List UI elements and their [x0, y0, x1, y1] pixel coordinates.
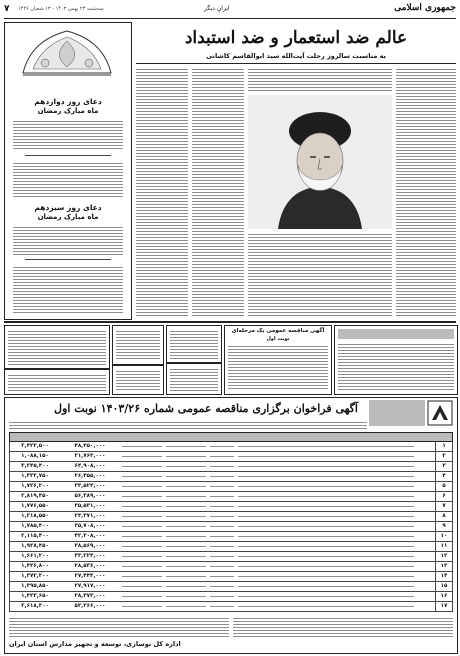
- article-column: [136, 67, 188, 318]
- table-cell: [122, 584, 162, 589]
- table-row: [9, 462, 453, 472]
- table-cell: [210, 564, 234, 569]
- classified-ad: [4, 325, 110, 369]
- table-cell: [122, 544, 162, 549]
- table-cell: [122, 474, 162, 479]
- column-divider: [435, 482, 436, 491]
- row-number: ۱۵: [440, 583, 448, 589]
- table-cell: [166, 454, 206, 459]
- date-line: سه‌شنبه ۲۳ بهمن ۱۴۰۳ - ۱۳ شعبان ۱۴۴۶: [18, 6, 104, 12]
- table-cell: [238, 554, 414, 559]
- table-cell: [122, 604, 162, 609]
- table-row: [9, 482, 453, 492]
- table-cell: [122, 534, 162, 539]
- table-cell: [122, 564, 162, 569]
- row-number: ۳: [442, 463, 446, 469]
- table-cell: [122, 464, 162, 469]
- prayer-day12-subtitle: ماه مبارک رمضان: [37, 107, 99, 115]
- amount-cell: ۳۴,۵۲۴,۰۰۰: [74, 483, 106, 489]
- table-cell: [210, 524, 234, 529]
- amount-cell: ۶۴,۹۰۸,۰۰۰: [74, 463, 106, 469]
- table-cell: [210, 474, 234, 479]
- table-row: [9, 542, 453, 552]
- table-cell: [166, 544, 206, 549]
- amount-cell: ۳۵,۷۰۸,۰۰۰: [74, 523, 106, 529]
- amount-cell: ۳۸,۵۶۹,۰۰۰: [74, 543, 106, 549]
- page-header: [4, 2, 456, 19]
- table-cell: [238, 484, 414, 489]
- section-label: ایرانِ دیگر: [204, 5, 230, 12]
- table-cell: [166, 554, 206, 559]
- table-row: [9, 502, 453, 512]
- table-row: [9, 572, 453, 582]
- deposit-cell: ۱,۹۲۸,۴۵۰: [21, 543, 49, 549]
- table-cell: [238, 564, 414, 569]
- column-divider: [435, 572, 436, 581]
- table-row: [9, 582, 453, 592]
- amount-cell: ۲۷,۴۴۴,۰۰۰: [74, 573, 106, 579]
- table-cell: [210, 574, 234, 579]
- table-row: [9, 472, 453, 482]
- amount-cell: ۲۸,۴۷۳,۰۰۰: [74, 593, 106, 599]
- amount-cell: ۲۱,۷۶۳,۰۰۰: [74, 453, 106, 459]
- row-number: ۱۳: [440, 563, 448, 569]
- table-cell: [238, 514, 414, 519]
- table-cell: [122, 494, 162, 499]
- amount-cell: ۳۳,۲۲۴,۰۰۰: [74, 553, 106, 559]
- prayer-day13-translation: [13, 265, 123, 313]
- deposit-cell: ۱,۳۲۲,۷۵۰: [21, 473, 49, 479]
- table-cell: [166, 564, 206, 569]
- amount-cell: ۲۸,۵۳۶,۰۰۰: [74, 563, 106, 569]
- table-cell: [166, 514, 206, 519]
- classified-ad: [4, 369, 110, 395]
- row-number: ۱۰: [440, 533, 448, 539]
- table-cell: [238, 534, 414, 539]
- table-row: [9, 452, 453, 462]
- amount-cell: ۲۴,۳۷۱,۰۰۰: [74, 513, 106, 519]
- table-cell: [238, 574, 414, 579]
- column-divider: [435, 502, 436, 511]
- table-row: [9, 552, 453, 562]
- prayer-column: [4, 22, 132, 320]
- table-cell: [210, 594, 234, 599]
- table-cell: [210, 454, 234, 459]
- org-name-box: [369, 400, 425, 426]
- table-cell: [238, 464, 414, 469]
- table-cell: [210, 484, 234, 489]
- column-divider: [435, 452, 436, 461]
- tender-intro: [9, 420, 367, 430]
- table-cell: [166, 524, 206, 529]
- amount-cell: ۴۲,۳۰۸,۰۰۰: [74, 533, 106, 539]
- tender-notice-ad: [224, 325, 332, 395]
- table-row: [9, 602, 453, 612]
- column-divider: [435, 492, 436, 501]
- table-cell: [166, 594, 206, 599]
- table-cell: [166, 604, 206, 609]
- column-divider: [435, 592, 436, 601]
- column-divider: [435, 472, 436, 481]
- tender-footer-org: اداره کل نوسازی، توسعه و تجهیز مدارس استان ایران: [9, 640, 181, 648]
- amount-cell: ۵۲,۳۶۶,۰۰۰: [74, 603, 106, 609]
- table-cell: [238, 474, 414, 479]
- table-cell: [122, 454, 162, 459]
- table-cell: [122, 484, 162, 489]
- row-number: ۴: [442, 473, 446, 479]
- row-number: ۱۶: [440, 593, 448, 599]
- table-row: [9, 512, 453, 522]
- deposit-cell: ۲,۸۱۹,۴۵۰: [21, 493, 49, 499]
- table-cell: [210, 584, 234, 589]
- table-cell: [166, 504, 206, 509]
- tender-notice-subtitle: نوبت اول: [266, 336, 290, 342]
- article-column: [248, 232, 392, 318]
- table-cell: [238, 454, 414, 459]
- table-cell: [210, 514, 234, 519]
- article-column: [396, 67, 456, 318]
- table-cell: [238, 594, 414, 599]
- tender-ad-title: آگهی فراخوان برگزاری مناقصه عمومی شماره ۱۴۰۳/۲۶ نوبت اول: [54, 402, 358, 415]
- row-number: ۵: [442, 483, 446, 489]
- masthead: جمهوری اسلامی: [394, 3, 456, 13]
- deposit-cell: ۱,۴۲۶,۸۰۰: [21, 563, 49, 569]
- row-number: ۸: [442, 513, 446, 519]
- deposit-cell: ۲,۴۲۲,۵۰۰: [21, 443, 49, 449]
- table-cell: [238, 584, 414, 589]
- column-divider: [435, 512, 436, 521]
- section-rule: [4, 321, 456, 323]
- tender-footer-text: [9, 616, 229, 638]
- table-cell: [166, 444, 206, 449]
- column-divider: [435, 532, 436, 541]
- prayer-day12-title: دعای روز دوازدهم: [34, 97, 102, 106]
- table-cell: [238, 604, 414, 609]
- portrait-photo: [248, 95, 392, 229]
- deposit-cell: ۲,۱۱۵,۴۰۰: [21, 533, 49, 539]
- row-number: ۱۷: [440, 603, 448, 609]
- table-cell: [210, 444, 234, 449]
- table-cell: [166, 584, 206, 589]
- table-cell: [210, 544, 234, 549]
- deposit-cell: ۱,۳۹۵,۸۵۰: [21, 583, 49, 589]
- tender-ad: [4, 397, 458, 654]
- classified-ad: [166, 363, 222, 395]
- prayer-day12-translation: [13, 161, 123, 197]
- deposit-cell: ۱,۰۸۸,۱۵۰: [21, 453, 49, 459]
- column-divider: [435, 462, 436, 471]
- column-divider: [435, 582, 436, 591]
- amount-cell: ۲۷,۹۱۷,۰۰۰: [74, 583, 106, 589]
- table-cell: [238, 524, 414, 529]
- table-cell: [210, 494, 234, 499]
- ornament-icon: [15, 27, 119, 97]
- column-divider: [435, 602, 436, 611]
- article-title: عالم ضد استعمار و ضد استبداد: [184, 28, 408, 48]
- column-divider: [435, 442, 436, 451]
- column-divider: [435, 562, 436, 571]
- divider: [25, 259, 111, 260]
- table-row: [9, 562, 453, 572]
- table-cell: [166, 494, 206, 499]
- table-cell: [238, 444, 414, 449]
- prayer-day13-arabic: [13, 225, 123, 255]
- article-column: [192, 67, 244, 318]
- divider: [25, 155, 111, 156]
- table-cell: [166, 534, 206, 539]
- deposit-cell: ۱,۳۷۲,۲۰۰: [21, 573, 49, 579]
- table-cell: [166, 574, 206, 579]
- table-cell: [122, 444, 162, 449]
- table-cell: [122, 524, 162, 529]
- column-divider: [435, 552, 436, 561]
- table-cell: [166, 474, 206, 479]
- table-cell: [210, 464, 234, 469]
- table-cell: [238, 504, 414, 509]
- table-row: [9, 442, 453, 452]
- deposit-cell: ۱,۷۲۶,۲۰۰: [21, 483, 49, 489]
- table-cell: [238, 494, 414, 499]
- classified-ad: [166, 325, 222, 363]
- table-row: [9, 532, 453, 542]
- table-cell: [166, 464, 206, 469]
- prayer-day12-arabic: [13, 119, 123, 151]
- table-header: [9, 432, 453, 442]
- table-cell: [122, 514, 162, 519]
- deposit-cell: ۱,۶۶۱,۲۰۰: [21, 553, 49, 559]
- row-number: ۱۴: [440, 573, 448, 579]
- article-column: [248, 67, 392, 93]
- table-row: [9, 592, 453, 602]
- deposit-cell: ۱,۲۱۸,۵۵۰: [21, 513, 49, 519]
- row-number: ۱۱: [440, 543, 448, 549]
- table-cell: [210, 554, 234, 559]
- amount-cell: ۴۸,۴۵۰,۰۰۰: [74, 443, 106, 449]
- row-number: ۱: [442, 443, 446, 449]
- prayer-day13-subtitle: ماه مبارک رمضان: [37, 213, 99, 221]
- deposit-cell: ۱,۷۸۵,۴۰۰: [21, 523, 49, 529]
- table-cell: [210, 534, 234, 539]
- classified-ad: [112, 325, 164, 365]
- deposit-cell: ۱,۷۷۶,۵۵۰: [21, 503, 49, 509]
- org-logo-icon: [427, 400, 453, 426]
- amount-cell: ۳۵,۵۳۱,۰۰۰: [74, 503, 106, 509]
- row-number: ۹: [442, 523, 446, 529]
- tender-footer-text: [233, 616, 453, 638]
- column-divider: [435, 542, 436, 551]
- title-rule: [136, 63, 456, 64]
- deposit-cell: ۲,۶۱۸,۳۰۰: [21, 603, 49, 609]
- tender-notice-title: آگهی مناقصه عمومی یک مرحله‌ای: [231, 328, 325, 334]
- table-cell: [122, 574, 162, 579]
- table-cell: [122, 594, 162, 599]
- row-number: ۱۲: [440, 553, 448, 559]
- classified-ad: [112, 365, 164, 395]
- table-cell: [122, 554, 162, 559]
- classified-ad: [334, 325, 458, 395]
- amount-cell: ۵۶,۳۸۹,۰۰۰: [74, 493, 106, 499]
- table-cell: [122, 504, 162, 509]
- table-row: [9, 522, 453, 532]
- row-number: ۲: [442, 453, 446, 459]
- article-subtitle: به مناسبت سالروز رحلت آیت‌الله سید ابوالقاسم کاشانی: [205, 52, 387, 60]
- deposit-cell: ۱,۴۲۳,۶۵۰: [21, 593, 49, 599]
- table-cell: [238, 544, 414, 549]
- table-row: [9, 492, 453, 502]
- page-number: ۷: [4, 4, 10, 14]
- prayer-day13-title: دعای روز سیزدهم: [34, 203, 102, 212]
- amount-cell: ۲۶,۴۵۵,۰۰۰: [74, 473, 106, 479]
- table-cell: [210, 604, 234, 609]
- deposit-cell: ۳,۲۴۵,۴۰۰: [21, 463, 49, 469]
- table-cell: [166, 484, 206, 489]
- table-cell: [210, 504, 234, 509]
- row-number: ۷: [442, 503, 446, 509]
- column-divider: [435, 522, 436, 531]
- row-number: ۶: [442, 493, 446, 499]
- tender-table: [9, 432, 453, 612]
